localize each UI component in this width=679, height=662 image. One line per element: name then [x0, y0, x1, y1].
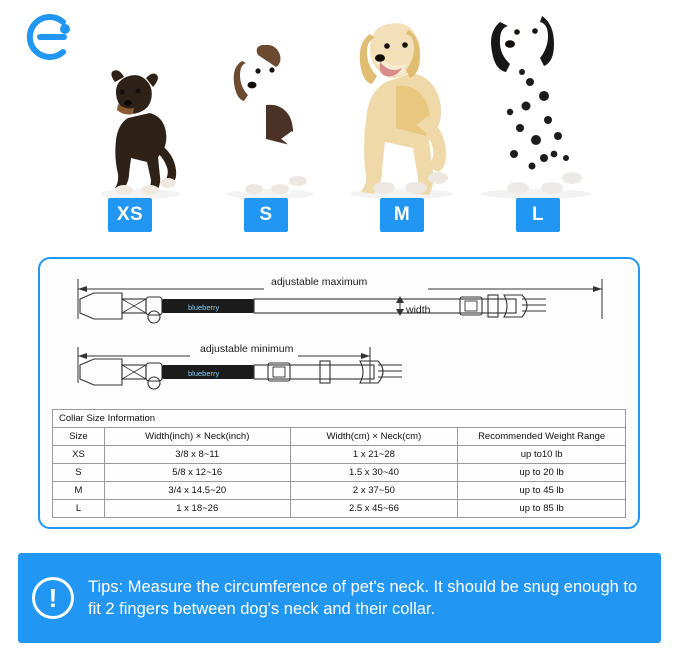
svg-text:blueberry: blueberry — [188, 303, 220, 312]
table-row — [53, 482, 626, 500]
size-badge-s — [244, 198, 288, 232]
size-badge-xs-label: XS — [116, 204, 144, 225]
exclamation-icon: ! — [32, 577, 74, 619]
cell-inch-s: 5/8 x 12~16 — [104, 464, 290, 482]
dog-size-illustrations — [0, 0, 679, 200]
tips-banner — [18, 553, 661, 643]
size-badge-m-label: M — [393, 204, 411, 225]
table-caption-row — [53, 410, 626, 428]
cell-size-m: M — [53, 482, 105, 500]
cell-weight-l: up to 85 lb — [458, 500, 626, 518]
cell-inch-xs: 3/8 x 8~11 — [104, 446, 290, 464]
table-header-size: Size — [53, 428, 105, 446]
size-badge-row — [0, 198, 679, 238]
size-badge-l — [516, 198, 560, 232]
cell-size-s: S — [53, 464, 105, 482]
cell-inch-m: 3/4 x 14.5~20 — [104, 482, 290, 500]
table-header-cm: Width(cm) × Neck(cm) — [290, 428, 458, 446]
size-badge-s-label: S — [259, 204, 273, 225]
table-header-inch: Width(inch) × Neck(inch) — [104, 428, 290, 446]
adjustable-minimum-label: adjustable minimum — [200, 343, 294, 355]
table-header-row — [53, 428, 626, 446]
collar-diagram-panel — [38, 257, 640, 529]
width-label: width — [406, 304, 431, 316]
table-row — [53, 464, 626, 482]
cell-weight-m: up to 45 lb — [458, 482, 626, 500]
cell-cm-xs: 1 x 21~28 — [290, 446, 458, 464]
adjustable-maximum-label: adjustable maximum — [271, 276, 368, 288]
tips-text: Tips: Measure the circumference of pet's neck. It should be snug enough to fit 2 fingers between dog's neck and their collar. — [88, 577, 638, 618]
cell-weight-xs: up to10 lb — [458, 446, 626, 464]
table-row — [53, 446, 626, 464]
dog-image-m — [340, 20, 464, 200]
cell-cm-s: 1.5 x 30~40 — [290, 464, 458, 482]
dog-image-s — [214, 45, 322, 200]
cell-size-xs: XS — [53, 446, 105, 464]
size-badge-xs — [108, 198, 152, 232]
cell-inch-l: 1 x 18~26 — [104, 500, 290, 518]
size-badge-m — [380, 198, 424, 232]
cell-cm-l: 2.5 x 45~66 — [290, 500, 458, 518]
svg-text:blueberry: blueberry — [188, 369, 220, 378]
table-row — [53, 500, 626, 518]
cell-weight-s: up to 20 lb — [458, 464, 626, 482]
dog-image-xs — [88, 70, 188, 200]
collar-size-table — [52, 409, 626, 518]
dog-image-l — [470, 8, 600, 200]
size-badge-l-label: L — [531, 204, 545, 225]
table-caption: Collar Size Information — [53, 410, 626, 428]
cell-size-l: L — [53, 500, 105, 518]
cell-cm-m: 2 x 37~50 — [290, 482, 458, 500]
table-header-weight: Recommended Weight Range — [458, 428, 626, 446]
